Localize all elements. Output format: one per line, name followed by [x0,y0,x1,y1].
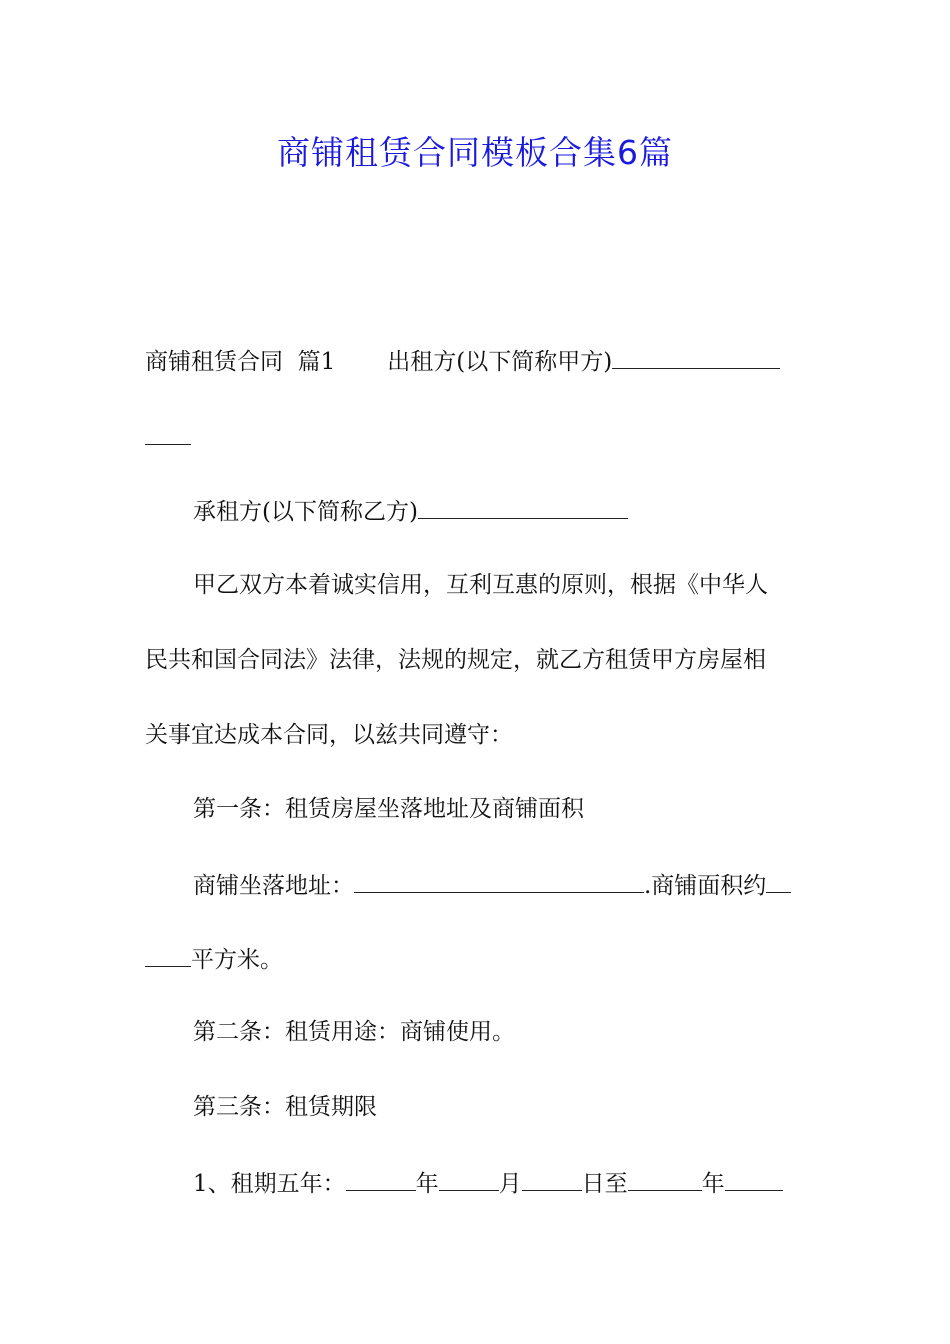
lessee-blank[interactable] [418,494,628,519]
area-label: .商铺面积约 [644,873,767,899]
term-day-to-label: 日至 [581,1171,628,1197]
end-month-blank[interactable] [725,1166,783,1191]
intro-line-2: 民共和国合同法》法律，法规的规定，就乙方租赁甲方房屋相 [145,647,766,673]
intro-line-1: 甲乙双方本着诚实信用，互利互惠的原则，根据《中华人 [193,572,768,598]
document-title: 商铺租赁合同模板合集6篇 [277,133,673,172]
term-year2-label: 年 [701,1171,725,1197]
end-year-blank[interactable] [628,1166,702,1191]
term-line [193,1166,783,1200]
area-blank[interactable] [766,868,791,893]
term-label: 1、租期五年： [193,1171,346,1197]
article1-title: 第一条：租赁房屋坐落地址及商铺面积 [193,796,584,822]
intro-line-3: 关事宜达成本合同，以兹共同遵守： [145,722,513,748]
lessor-blank-2[interactable] [145,420,191,445]
address-label: 商铺坐落地址： [193,873,354,899]
lessor-blank[interactable] [612,344,780,369]
area-unit: 平方米。 [191,947,283,973]
term-year-label: 年 [415,1171,439,1197]
address-line [193,868,791,902]
start-month-blank[interactable] [439,1166,499,1191]
article3-title: 第三条：租赁期限 [193,1094,377,1120]
lessee-label: 承租方(以下简称乙方) [193,499,418,525]
area-line [145,942,283,976]
section-heading: 商铺租赁合同 篇1 [145,349,336,375]
lessor-label: 出租方(以下简称甲方) [387,349,613,375]
lessee-line [193,494,628,528]
lessor-blank-continued [145,420,191,454]
term-month-label: 月 [498,1171,522,1197]
lessor-line [145,344,780,378]
area-blank-2[interactable] [145,942,191,967]
article2: 第二条：租赁用途：商铺使用。 [193,1019,515,1045]
address-blank[interactable] [354,868,644,893]
start-day-blank[interactable] [522,1166,582,1191]
start-year-blank[interactable] [346,1166,416,1191]
